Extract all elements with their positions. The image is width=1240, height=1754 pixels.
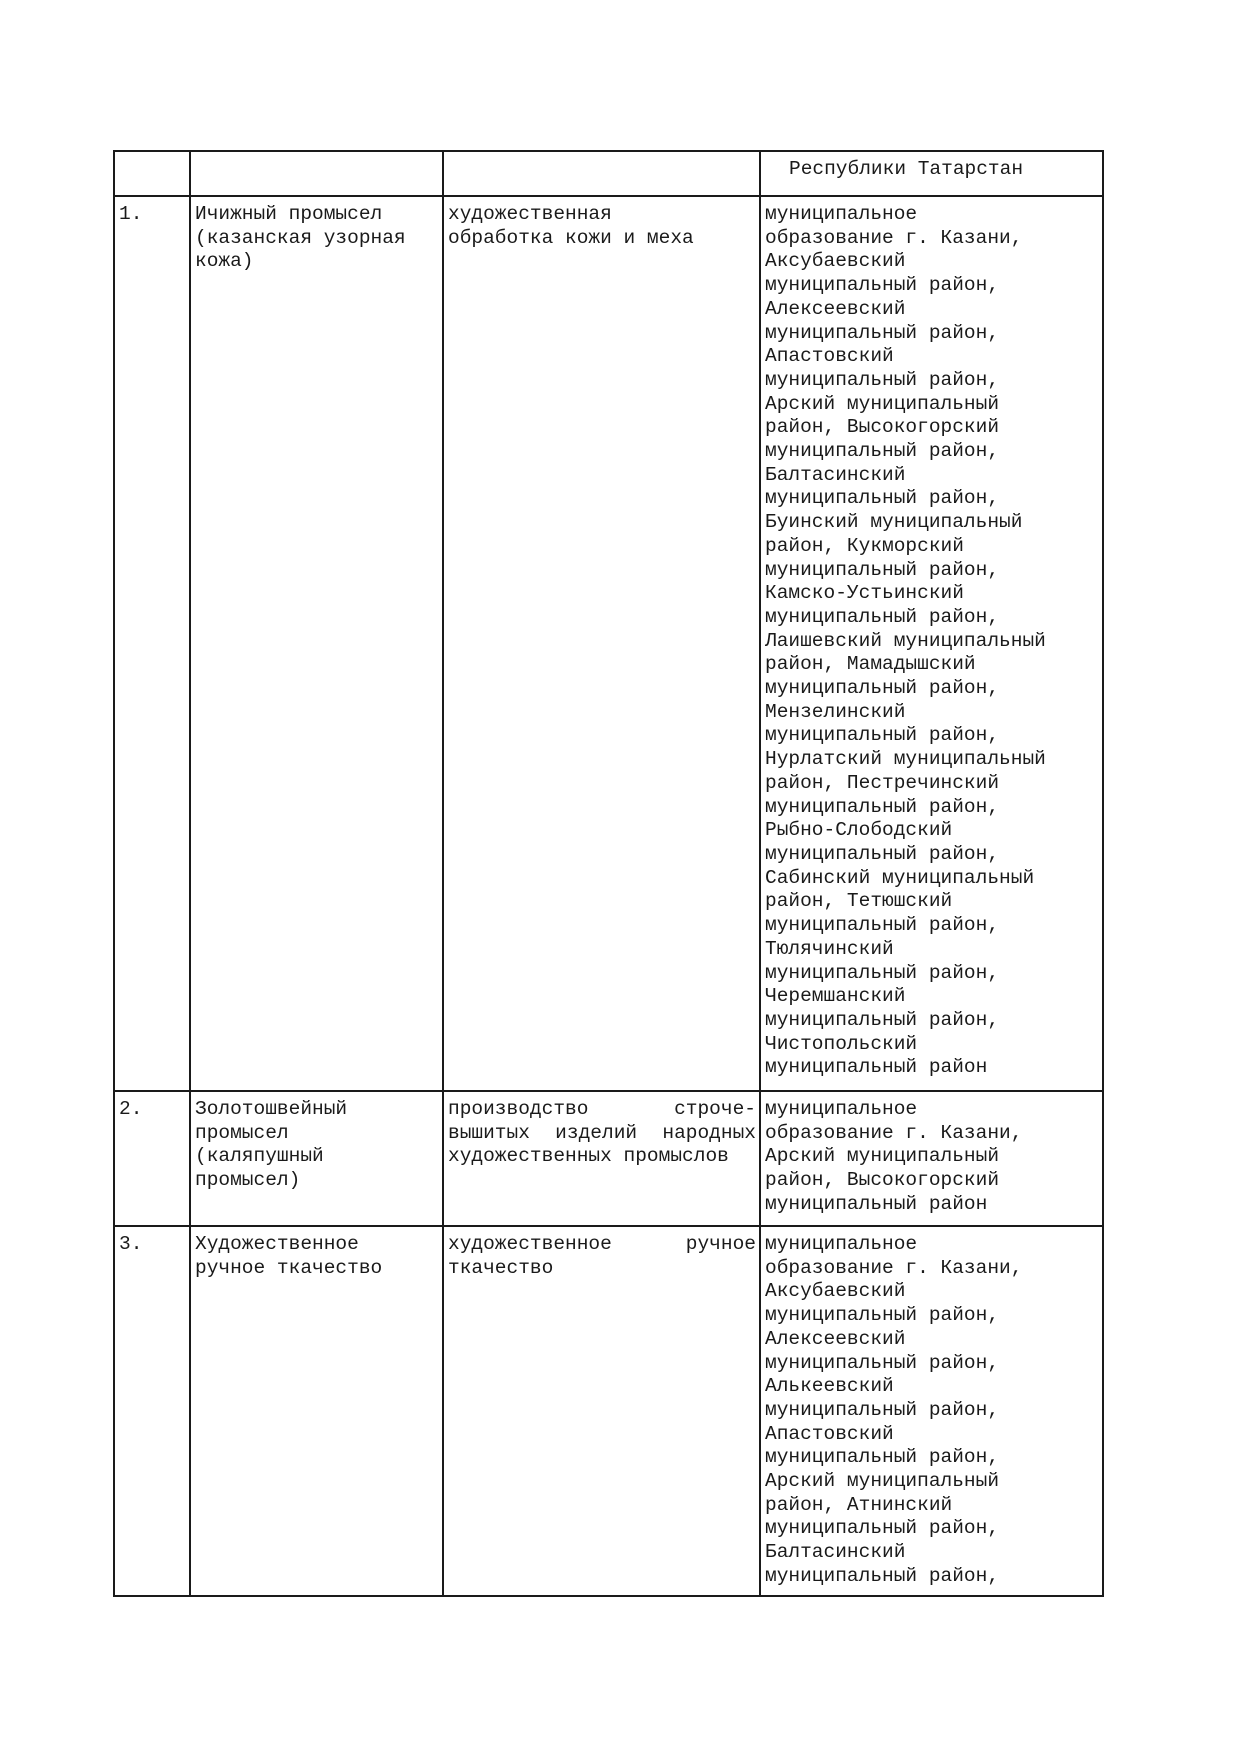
header-area-cell: Республики Татарстан bbox=[760, 151, 1103, 196]
header-num-cell bbox=[114, 151, 190, 196]
document-page bbox=[113, 150, 1102, 1597]
craft-type: художественное ручное ткачество bbox=[443, 1226, 760, 1596]
header-name-cell bbox=[190, 151, 443, 196]
crafts-table bbox=[113, 150, 1104, 1597]
row-number: 3. bbox=[114, 1226, 190, 1596]
row-number: 1. bbox=[114, 196, 190, 1091]
craft-name: Золотошвейный промысел (каляпушный промысел) bbox=[190, 1091, 443, 1226]
table-header-row bbox=[114, 151, 1103, 196]
craft-areas: муниципальное образование г. Казани, Аксубаевский муниципальный район, Алексеевский муниципальный район, Алькеевский муниципальный район, Апастовский муниципальный район, Арский муниципальный район, Атнинский муниципальный район, Балтасинский муниципальный район, bbox=[760, 1226, 1103, 1596]
craft-name: Ичижный промысел (казанская узорная кожа) bbox=[190, 196, 443, 1091]
header-type-cell bbox=[443, 151, 760, 196]
table-row bbox=[114, 1091, 1103, 1226]
craft-type: художественная обработка кожи и меха bbox=[443, 196, 760, 1091]
craft-areas: муниципальное образование г. Казани, Арский муниципальный район, Высокогорский муниципальный район bbox=[760, 1091, 1103, 1226]
craft-name: Художественное ручное ткачество bbox=[190, 1226, 443, 1596]
table-row bbox=[114, 1226, 1103, 1596]
row-number: 2. bbox=[114, 1091, 190, 1226]
table-row bbox=[114, 196, 1103, 1091]
craft-type: производство строче-вышитых изделий народных художественных промыслов bbox=[443, 1091, 760, 1226]
craft-areas: муниципальное образование г. Казани, Аксубаевский муниципальный район, Алексеевский муниципальный район, Апастовский муниципальный район, Арский муниципальный район, Высокогорский муниципальный район, Балтасинский муниципальный район, Буинский муниципальный район, Кукморский муниципальный район, Камско-Устьинский муниципальный район, Лаишевский муниципальный район, Мамадышский муниципальный район, Мензелинский муниципальный район, Нурлатский муниципальный район, Пестречинский муниципальный район, Рыбно-Слободский муниципальный район, Сабинский муниципальный район, Тетюшский муниципальный район, Тюлячинский муниципальный район, Черемшанский муниципальный район, Чистопольский муниципальный район bbox=[760, 196, 1103, 1091]
